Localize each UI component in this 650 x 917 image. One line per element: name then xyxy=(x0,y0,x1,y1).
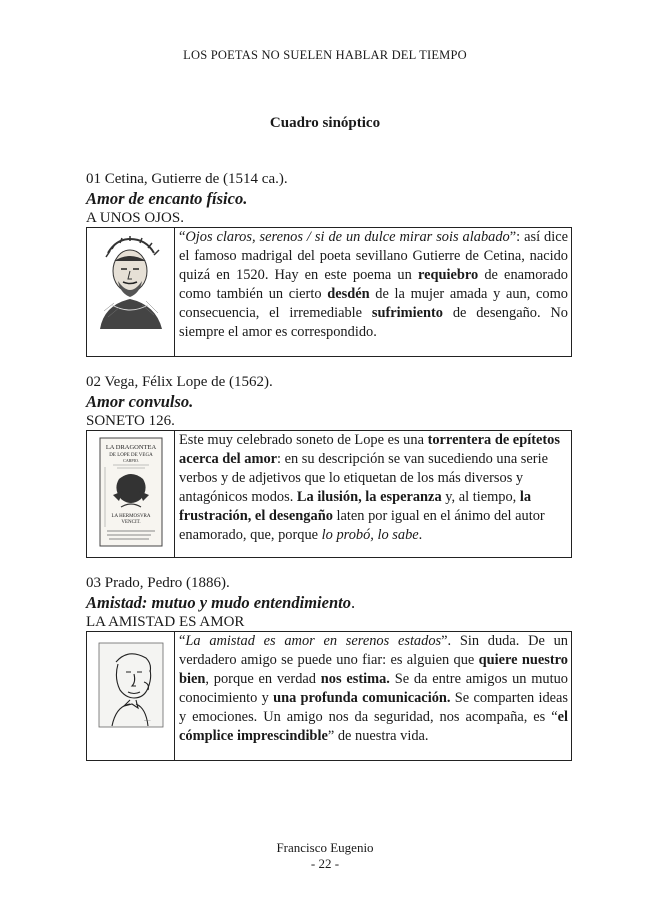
book-cover-icon xyxy=(87,431,175,557)
poem-title: LA AMISTAD ES AMOR xyxy=(86,614,245,630)
text-run: , porque en verdad xyxy=(205,671,321,687)
entry-description xyxy=(175,632,571,760)
entry-number-author: 02 Vega, Félix Lope de (1562). xyxy=(86,374,273,390)
text-run: de la mujer amada y aun, como consecuencia, el irremediable xyxy=(179,286,568,321)
text-run: . xyxy=(418,527,423,543)
footer-author: Francisco Eugenio xyxy=(276,840,374,855)
keyword-bold: desdén xyxy=(327,286,370,302)
entry-number-author: 01 Cetina, Gutierre de (1514 ca.). xyxy=(86,171,288,187)
text-run: ” de nuestra vida. xyxy=(327,728,429,744)
svg-text:~~~: ~~~ xyxy=(143,718,150,723)
entry-description xyxy=(175,431,571,557)
keyword-bold: sufrimiento xyxy=(371,305,444,321)
theme-period: . xyxy=(350,593,356,612)
entry-prado xyxy=(86,574,572,761)
section-title: Cuadro sinóptico xyxy=(269,115,381,131)
theme-label: Amor de encanto físico xyxy=(86,189,244,208)
text-run: y, al tiempo, xyxy=(441,489,520,505)
text-run: : en su descripción se van sucediendo una serie verbos y de adjetivos que lo etiquetan de los más diversos y antagónicos modos. xyxy=(179,451,548,505)
running-header: LOS POETAS NO SUELEN HABLAR DEL TIEMPO xyxy=(183,48,467,62)
keyword-bold: La ilusión, la esperanza xyxy=(296,489,442,505)
cover-motto-line: LA HERMOSVRA xyxy=(110,514,151,519)
entry-cetina xyxy=(86,170,572,357)
keyword-bold: una profunda comunicación. xyxy=(273,690,451,706)
keyword-bold: nos estima. xyxy=(320,671,390,687)
entry-box xyxy=(86,430,572,558)
theme-label: Amistad: mutuo y mudo entendimiento xyxy=(86,593,351,612)
theme-period: . xyxy=(243,189,248,208)
theme-period: . xyxy=(189,392,194,411)
text-run: ”: así dice el famoso madrigal del poeta sevillano Gutierre de Cetina, nacido quizá en 1520. Hay en este poema un xyxy=(179,229,568,283)
entry-lope xyxy=(86,373,572,558)
keyword-bold: quiere nuestro bien xyxy=(179,652,568,687)
poem-title: SONETO 126. xyxy=(86,413,175,429)
entry-box xyxy=(86,227,572,357)
keyword-bold: el cómplice imprescindible xyxy=(179,709,568,744)
keyword-bold: torrentera de epítetos acerca del amor xyxy=(179,432,560,467)
entry-theme xyxy=(86,392,572,412)
cover-title-line: CARPIO. xyxy=(122,458,139,463)
cover-title-line: LA DRAGONTEA xyxy=(105,444,156,451)
poem-title: A UNOS OJOS. xyxy=(86,210,184,226)
keyword-bold: la frustración, el desengaño xyxy=(179,489,532,524)
text-run: Se comparten ideas y emociones. Un amigo nos da seguridad, nos acompaña, es “ xyxy=(179,690,569,725)
text-run: Este muy celebrado soneto de Lope es una xyxy=(179,432,428,448)
portrait-engraving-icon xyxy=(87,228,175,356)
text-run: “ xyxy=(179,229,186,245)
page-footer xyxy=(0,840,650,872)
page-number: - 22 - xyxy=(310,856,340,871)
text-run: “ xyxy=(179,633,186,649)
entry-theme xyxy=(86,593,572,613)
text-run: laten por igual en el ánimo del autor enamorado, que, porque xyxy=(179,508,545,543)
caricature-sketch-icon xyxy=(87,632,175,760)
entry-theme xyxy=(86,189,572,209)
entry-box xyxy=(86,631,572,761)
text-run: Se da entre amigos un mutuo conocimiento y xyxy=(179,671,569,706)
theme-label: Amor convulso xyxy=(86,392,190,411)
cover-motto-line: VENCIT. xyxy=(120,520,141,525)
text-run: de desengaño. No siempre el amor es correspondido. xyxy=(179,305,568,340)
quote-italic: lo probó, lo sabe xyxy=(321,527,419,543)
text-run: de enamorado como también un cierto xyxy=(179,267,568,302)
text-run: ”. Sin duda. De un verdadero amigo se puede uno fiar: es alguien que xyxy=(179,633,568,668)
quote-italic: Ojos claros, serenos / si de un dulce mirar sois alabado xyxy=(185,229,510,245)
cover-title-line: DE LOPE DE VEGA xyxy=(108,453,153,458)
keyword-bold: requiebro xyxy=(417,267,479,283)
entry-number-author: 03 Prado, Pedro (1886). xyxy=(86,575,230,591)
entry-description xyxy=(175,228,571,356)
quote-italic: La amistad es amor en serenos estados xyxy=(185,633,442,649)
